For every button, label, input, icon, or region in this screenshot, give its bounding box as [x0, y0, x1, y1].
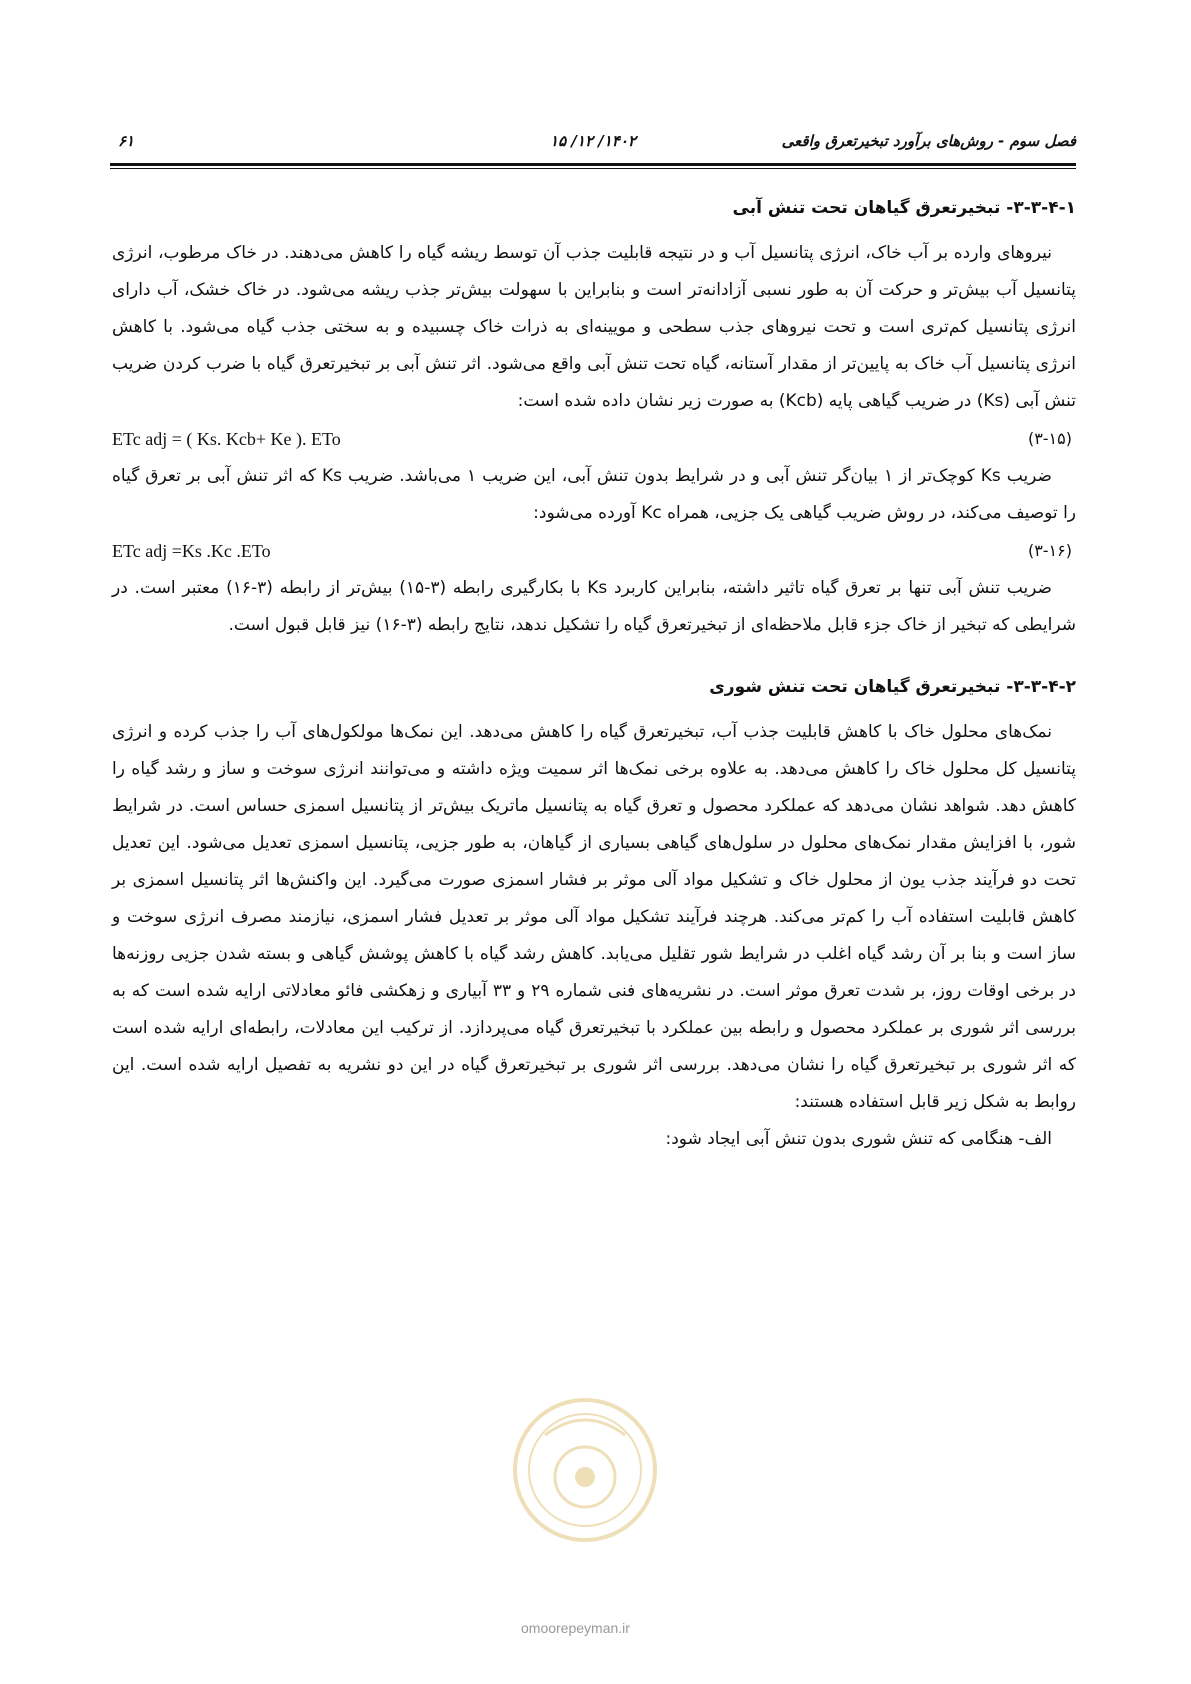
- paragraph: ضریب تنش آبی تنها بر تعرق گیاه تاثیر داشته، بنابراین کاربرد Ks با بکارگیری رابطه (۳-۱۵) بیش‌تر از رابطه (۳-۱۶) معتبر است. در شرایطی که تبخیر از خاک جزء قابل ملاحظه‌ای از تبخیرتعرق گیاه را تشکیل ندهد، نتایج رابطه (۳-۱۶) نیز قابل قبول است.: [112, 578, 1076, 635]
- section-heading-water-stress: ۳-۳-۴-۱- تبخیرتعرق گیاهان تحت تنش آبی: [732, 198, 1076, 218]
- equation-number: (۳-۱۵): [1027, 429, 1072, 448]
- chapter-title: فصل سوم - روش‌های برآورد تبخیرتعرق واقعی: [781, 132, 1076, 150]
- header-rule-thin: [110, 168, 1076, 169]
- page-number: ۶۱: [118, 132, 135, 150]
- paragraph: ضریب Ks کوچک‌تر از ۱ بیان‌گر تنش آبی و در شرایط بدون تنش آبی، این ضریب ۱ می‌باشد. ضریب Ks که اثر تنش آبی بر تعرق گیاه را توصیف می‌کند، در روش ضریب گیاهی یک جزیی، همراه Kc آورده می‌شود:: [112, 466, 1076, 523]
- paragraph: نیروهای وارده بر آب خاک، انرژی پتانسیل آب و در نتیجه قابلیت جذب آن توسط ریشه گیاه را کاهش می‌دهند. در خاک مرطوب، انرژی پتانسیل آب بیش‌تر و حرکت آن به طور نسبی آزادانه‌تر است و بنابراین با سهولت بیش‌تر جذب ریشه می‌شود. در خاک خشک، آب دارای انرژی پتانسیل کم‌تری است و تحت نیروهای جذب سطحی و مویینه‌ای به ذرات خاک چسبیده و به سختی جذب گیاه می‌شود. با کاهش انرژی پتانسیل آب خاک به پایین‌تر از مقدار آستانه، گیاه تحت تنش آبی واقع می‌شود. اثر تنش آبی بر تبخیرتعرق گیاه با ضرب کردن ضریب تنش آبی (Ks) در ضریب گیاهی پایه (Kcb) به صورت زیر نشان داده شده است:: [112, 243, 1076, 411]
- equation-formula: ETc adj = ( Ks. Kcb+ Ke ). ETo: [112, 429, 341, 449]
- header-rule-thick: [110, 163, 1076, 166]
- equation-number: (۳-۱۶): [1027, 541, 1072, 560]
- watermark-site: omoorepeyman.ir: [521, 1620, 630, 1636]
- section-heading-salinity-stress: ۳-۳-۴-۲- تبخیرتعرق گیاهان تحت تنش شوری: [709, 677, 1076, 697]
- body-text: [112, 185, 1076, 1158]
- equation-formula: ETc adj =Ks .Kc .ETo: [112, 541, 271, 561]
- header-date: ۱۴۰۲/ ۱۲/ ۱۵: [550, 132, 636, 150]
- running-header: [110, 128, 1076, 156]
- watermark-seal-icon: [510, 1395, 660, 1545]
- equation-3-15: [112, 420, 1076, 458]
- equation-3-16: [112, 532, 1076, 570]
- paragraph: الف- هنگامی که تنش شوری بدون تنش آبی ایجاد شود:: [665, 1129, 1052, 1149]
- paragraph: نمک‌های محلول خاک با کاهش قابلیت جذب آب، تبخیرتعرق گیاه را کاهش می‌دهد. این نمک‌ها مولکول‌های آب را جذب کرده و انرژی پتانسیل کل محلول خاک را کاهش می‌دهد. به علاوه برخی نمک‌ها اثر سمیت ویژه داشته و می‌توانند انرژی سوخت و ساز و رشد گیاه را کاهش دهد. شواهد نشان می‌دهد که عملکرد محصول و تعرق گیاه به پتانسیل ماتریک بیش‌تر از پتانسیل اسمزی حساس است. در شرایط شور، با افزایش مقدار نمک‌های محلول در سلول‌های گیاهی بسیاری از گیاهان، به طور جزیی، پتانسیل اسمزی تعدیل می‌شود. این تعدیل تحت دو فرآیند جذب یون از محلول خاک و تشکیل مواد آلی موثر بر فشار اسمزی صورت می‌گیرد. این واکنش‌ها اثر پتانسیل اسمزی بر کاهش قابلیت استفاده آب را کم‌تر می‌کند. هرچند فرآیند تشکیل مواد آلی موثر بر تعدیل فشار اسمزی، نیازمند مصرف انرژی سوخت و ساز است و بنا بر آن رشد گیاه اغلب در شرایط شور تقلیل می‌یابد. کاهش رشد گیاه با کاهش پوشش گیاهی و بسته شدن جزیی روزنه‌ها در برخی اوقات روز، بر شدت تعرق موثر است. در نشریه‌های فنی شماره ۲۹ و ۳۳ آبیاری و زهکشی فائو معادلاتی ارایه شده است که به بررسی اثر شوری بر عملکرد محصول و رابطه بین عملکرد با تبخیرتعرق گیاه می‌پردازد. از ترکیب این معادلات، رابطه‌ای ارایه شده است که اثر شوری بر تبخیرتعرق گیاه را نشان می‌دهد. بررسی اثر شوری بر تبخیرتعرق گیاه در این دو نشریه به تفصیل ارایه شده است. این روابط به شکل زیر قابل استفاده هستند:: [112, 722, 1076, 1112]
